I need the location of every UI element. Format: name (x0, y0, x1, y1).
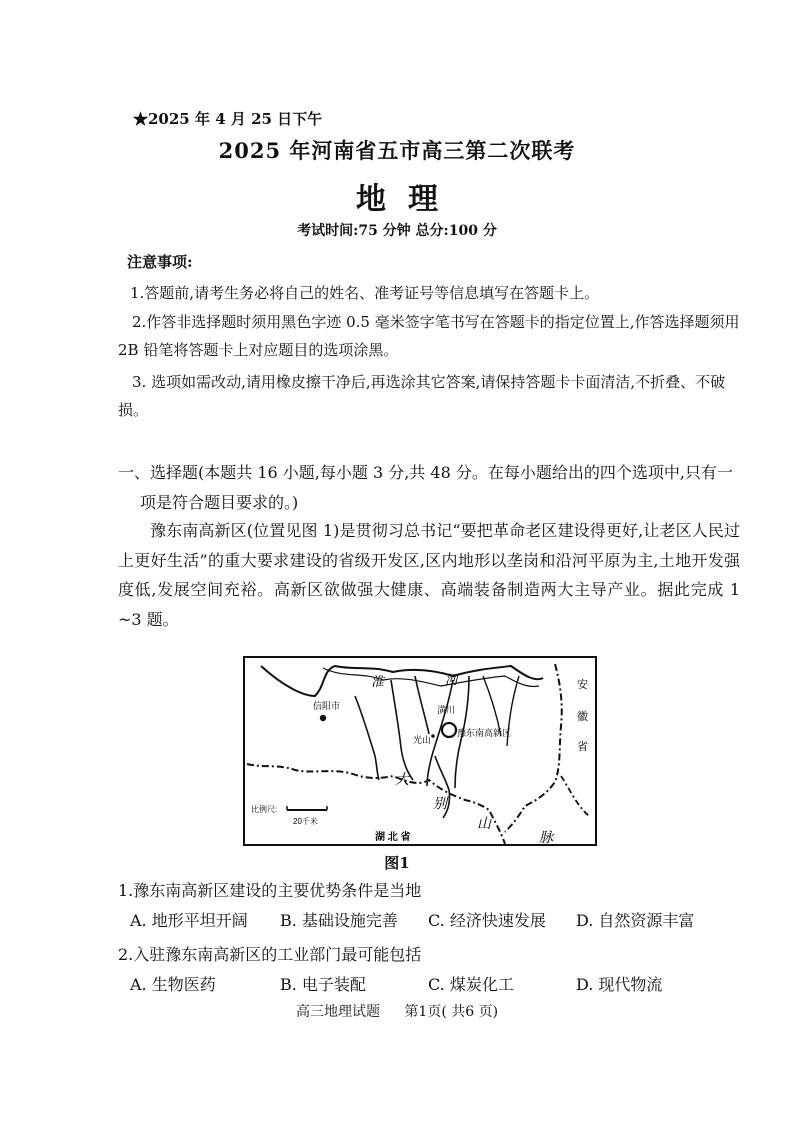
map-label-shan: 山 (477, 817, 491, 832)
question-1-option-d: D. 自然资源丰富 (576, 911, 695, 930)
exam-date: ★2025 年 4 月 25 日下午 (133, 110, 323, 128)
exam-title: 2025 年河南省五市高三第二次联考 (218, 138, 576, 163)
question-2-option-c: C. 煤炭化工 (428, 975, 514, 994)
map-label-he: 河 (445, 672, 459, 687)
page-footer (0, 1001, 794, 1021)
question-1-option-c: C. 经济快速发展 (428, 911, 546, 930)
map-label-hui: 徽 (577, 711, 588, 723)
map-label-guangshan: 光山 (413, 735, 432, 745)
question-2-option-b: B. 电子装配 (280, 975, 366, 994)
scale-label: 比例尺: (251, 805, 278, 814)
map-label-zone: 豫东南高新区 (457, 728, 512, 738)
notice-item-2: 2.作答非选择题时须用黑色字迹 0.5 毫米签字笔书写在答题卡的指定位置上,作答选择题须用 2B 铅笔将答题卡上对应题目的选项涂黑。 (118, 313, 740, 359)
footer-page-number: 第1页( 共6 页) (404, 1004, 499, 1020)
subject-title: 地理 (356, 182, 460, 217)
question-2-option-d: D. 现代物流 (576, 975, 663, 994)
map-label-huangchuan: 潢川 (437, 705, 456, 715)
map-label-huai: 淮 (371, 674, 385, 689)
notice-item-1: 1.答题前,请考生务必将自己的姓名、准考证号等信息填写在答题卡上。 (130, 284, 600, 302)
map-label-an: 安 (577, 679, 588, 691)
question-1-option-b: B. 基础设施完善 (280, 911, 398, 930)
map-label-da: 大 (395, 773, 409, 788)
question-2-stem: 2.入驻豫东南高新区的工业部门最可能包括 (118, 945, 422, 964)
map-label-mai: 脉 (539, 831, 553, 846)
section-heading-line-1: 一、选择题(本题共 16 小题,每小题 3 分,共 48 分。在每小题给出的四个选项中,只有一 (118, 463, 733, 482)
question-1-option-a: A. 地形平坦开阔 (130, 911, 248, 930)
exam-time-info: 考试时间:75 分钟 总分:100 分 (297, 223, 497, 239)
question-2-options (130, 972, 740, 995)
notice-item-3: 3. 选项如需改动,请用橡皮擦干净后,再选涂其它答案,请保持答题卡卡面清洁,不折叠、不破损。 (118, 373, 726, 419)
notice-heading: 注意事项: (127, 253, 193, 271)
figure-caption: 图1 (384, 854, 410, 872)
map-label-xinyang: 信阳市 (313, 701, 341, 711)
question-1-options (130, 908, 740, 931)
xinyang-city-marker (320, 715, 326, 721)
scale-value: 20千米 (293, 817, 318, 826)
section-heading-line-2: 项是符合题目要求的。) (140, 493, 299, 512)
location-map (243, 656, 597, 846)
map-label-hubei: 湖 北 省 (375, 832, 411, 843)
map-label-sheng: 省 (577, 741, 588, 753)
reading-passage: 豫东南高新区(位置见图 1)是贯彻习总书记“要把革命老区建设得更好,让老区人民过上更好生活”的重大要求建设的省级开发区,区内地形以垄岗和沿河平原为主,土地开发强度低,发展空间充裕。高新区欲做强大健康、高端装备制造两大主导产业。据此完成 1 ~3 题。 (118, 521, 740, 629)
footer-exam-name: 高三地理试题 (295, 1004, 380, 1020)
map-label-bie: 别 (433, 797, 447, 812)
question-2-option-a: A. 生物医药 (130, 975, 216, 994)
section-heading (118, 458, 740, 518)
guangshan-marker (431, 734, 435, 738)
question-1-stem: 1.豫东南高新区建设的主要优势条件是当地 (118, 881, 422, 900)
